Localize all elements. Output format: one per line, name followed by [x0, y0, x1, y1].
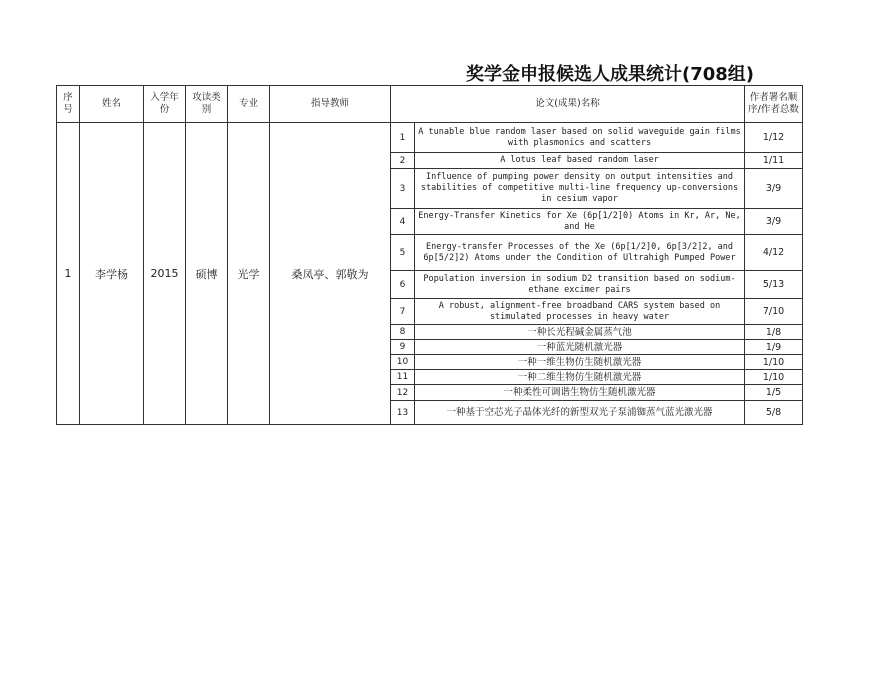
paper-rank: 1/10 — [745, 370, 803, 385]
header-year: 入学年份 — [144, 86, 186, 123]
student-type: 硕博 — [186, 123, 228, 425]
paper-title: A lotus leaf based random laser — [415, 153, 745, 169]
paper-title: 一种柔性可调谐生物仿生随机激光器 — [415, 385, 745, 401]
header-major: 专业 — [228, 86, 270, 123]
paper-rank: 3/9 — [745, 169, 803, 209]
paper-rank: 1/10 — [745, 355, 803, 370]
paper-rank: 1/12 — [745, 123, 803, 153]
table-row — [57, 123, 803, 153]
paper-no: 13 — [391, 401, 415, 425]
paper-title: Energy-transfer Processes of the Xe (6p[1/2]0, 6p[3/2]2, and 6p[5/2]2) Atoms under the Condition of Ultrahigh Pumped Power — [415, 235, 745, 271]
paper-no: 4 — [391, 209, 415, 235]
header-paper: 论文(成果)名称 — [391, 86, 745, 123]
paper-rank: 1/9 — [745, 340, 803, 355]
paper-rank: 1/11 — [745, 153, 803, 169]
paper-rank: 4/12 — [745, 235, 803, 271]
paper-rank: 7/10 — [745, 299, 803, 325]
paper-title: 一种长光程碱金属蒸气池 — [415, 325, 745, 340]
paper-title: A tunable blue random laser based on solid waveguide gain films with plasmonics and scatters — [415, 123, 745, 153]
paper-title: Energy-Transfer Kinetics for Xe (6p[1/2]0) Atoms in Kr, Ar, Ne, and He — [415, 209, 745, 235]
header-row — [57, 86, 803, 123]
paper-rank: 3/9 — [745, 209, 803, 235]
page-title: 奖学金申报候选人成果统计(708组) — [465, 64, 755, 85]
paper-no: 9 — [391, 340, 415, 355]
header-type: 攻读类别 — [186, 86, 228, 123]
paper-title: 一种二维生物仿生随机激光器 — [415, 370, 745, 385]
paper-no: 3 — [391, 169, 415, 209]
paper-no: 8 — [391, 325, 415, 340]
student-name: 李学杨 — [80, 123, 144, 425]
student-major: 光学 — [228, 123, 270, 425]
paper-title: 一种一维生物仿生随机激光器 — [415, 355, 745, 370]
paper-rank: 5/8 — [745, 401, 803, 425]
paper-no: 7 — [391, 299, 415, 325]
paper-rank: 1/5 — [745, 385, 803, 401]
paper-title: Influence of pumping power density on output intensities and stabilities of competitive multi-line frequency up-conversions in cesium vapor — [415, 169, 745, 209]
header-seq: 序号 — [57, 86, 80, 123]
paper-no: 10 — [391, 355, 415, 370]
paper-title: 一种蓝光随机激光器 — [415, 340, 745, 355]
student-year: 2015 — [144, 123, 186, 425]
paper-title: Population inversion in sodium D2 transition based on sodium-ethane excimer pairs — [415, 271, 745, 299]
paper-no: 11 — [391, 370, 415, 385]
paper-no: 12 — [391, 385, 415, 401]
paper-rank: 5/13 — [745, 271, 803, 299]
student-seq: 1 — [57, 123, 80, 425]
candidate-table — [56, 85, 803, 425]
paper-no: 6 — [391, 271, 415, 299]
header-name: 姓名 — [80, 86, 144, 123]
paper-title: A robust, alignment-free broadband CARS system based on stimulated processes in heavy water — [415, 299, 745, 325]
paper-rank: 1/8 — [745, 325, 803, 340]
header-rank: 作者署名顺序/作者总数 — [745, 86, 803, 123]
student-advisor: 桑凤亭、郭敬为 — [270, 123, 391, 425]
paper-no: 1 — [391, 123, 415, 153]
header-advisor: 指导教师 — [270, 86, 391, 123]
paper-no: 5 — [391, 235, 415, 271]
paper-no: 2 — [391, 153, 415, 169]
paper-title: 一种基于空芯光子晶体光纤的新型双光子泵浦铷蒸气蓝光激光器 — [415, 401, 745, 425]
